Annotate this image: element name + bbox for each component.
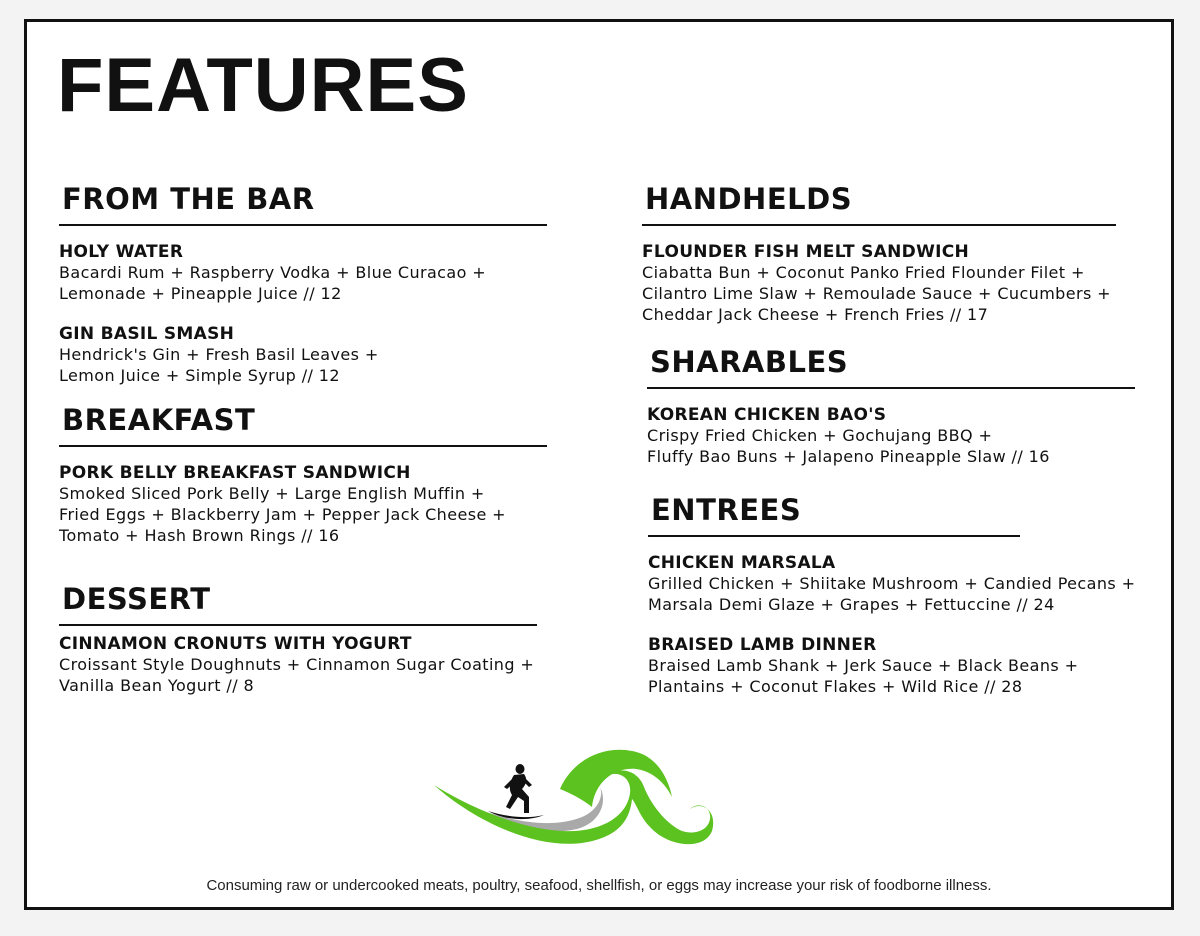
section-divider [59, 445, 547, 447]
menu-item-name: CINNAMON CRONUTS WITH YOGURT [59, 634, 412, 654]
section-heading: BREAKFAST [62, 403, 256, 437]
menu-item-name: HOLY WATER [59, 242, 184, 262]
menu-item-name: FLOUNDER FISH MELT SANDWICH [642, 242, 970, 262]
section-sharables [647, 345, 1135, 467]
menu-item-name: KOREAN CHICKEN BAO'S [647, 405, 887, 425]
menu-item [642, 242, 1116, 325]
menu-item [59, 324, 547, 386]
food-safety-disclaimer: Consuming raw or undercooked meats, poultry, seafood, shellfish, or eggs may increase your risk of foodborne illness. [206, 877, 992, 894]
section-breakfast [59, 403, 547, 546]
section-heading: ENTREES [651, 493, 802, 527]
section-dessert [59, 582, 537, 696]
menu-item-description: Hendrick's Gin + Fresh Basil Leaves + Lemon Juice + Simple Syrup // 12 [59, 345, 379, 385]
menu-item-description: Grilled Chicken + Shiitake Mushroom + Candied Pecans + Marsala Demi Glaze + Grapes + Fettuccine // 24 [648, 574, 1136, 614]
menu-item-name: GIN BASIL SMASH [59, 324, 235, 344]
menu-item-description: Croissant Style Doughnuts + Cinnamon Sugar Coating + Vanilla Bean Yogurt // 8 [59, 655, 535, 695]
section-divider [642, 224, 1116, 226]
menu-item-name: BRAISED LAMB DINNER [648, 635, 877, 655]
section-divider [648, 535, 1020, 537]
section-entrees [648, 493, 1148, 697]
menu-item-description: Ciabatta Bun + Coconut Panko Fried Flounder Filet + Cilantro Lime Slaw + Remoulade Sauce + Cucumbers + Cheddar Jack Cheese + French Fries // 17 [642, 263, 1111, 324]
section-heading: DESSERT [62, 582, 211, 616]
menu-item-name: PORK BELLY BREAKFAST SANDWICH [59, 463, 411, 483]
menu-item-description: Smoked Sliced Pork Belly + Large English Muffin + Fried Eggs + Blackberry Jam + Pepper Jack Cheese + Tomato + Hash Brown Rings // 16 [59, 484, 506, 545]
menu-item [59, 634, 537, 696]
menu-page [24, 19, 1174, 910]
section-heading: FROM THE BAR [62, 182, 315, 216]
menu-item [647, 405, 1135, 467]
section-divider [59, 224, 547, 226]
section-handhelds [642, 182, 1116, 325]
menu-item [648, 553, 1148, 615]
page-title: FEATURES [57, 43, 469, 128]
menu-item [59, 242, 547, 304]
menu-item [59, 463, 547, 546]
section-divider [59, 624, 537, 626]
section-heading: SHARABLES [650, 345, 849, 379]
menu-item-name: CHICKEN MARSALA [648, 553, 836, 573]
section-divider [647, 387, 1135, 389]
menu-item-description: Crispy Fried Chicken + Gochujang BBQ + Fluffy Bao Buns + Jalapeno Pineapple Slaw // 16 [647, 426, 1050, 466]
menu-item [648, 635, 1148, 697]
menu-item-description: Bacardi Rum + Raspberry Vodka + Blue Curacao + Lemonade + Pineapple Juice // 12 [59, 263, 487, 303]
surfer-wave-logo-icon [432, 747, 722, 847]
section-heading: HANDHELDS [645, 182, 853, 216]
section-from-the-bar [59, 182, 547, 386]
menu-item-description: Braised Lamb Shank + Jerk Sauce + Black Beans + Plantains + Coconut Flakes + Wild Rice // 28 [648, 656, 1079, 696]
